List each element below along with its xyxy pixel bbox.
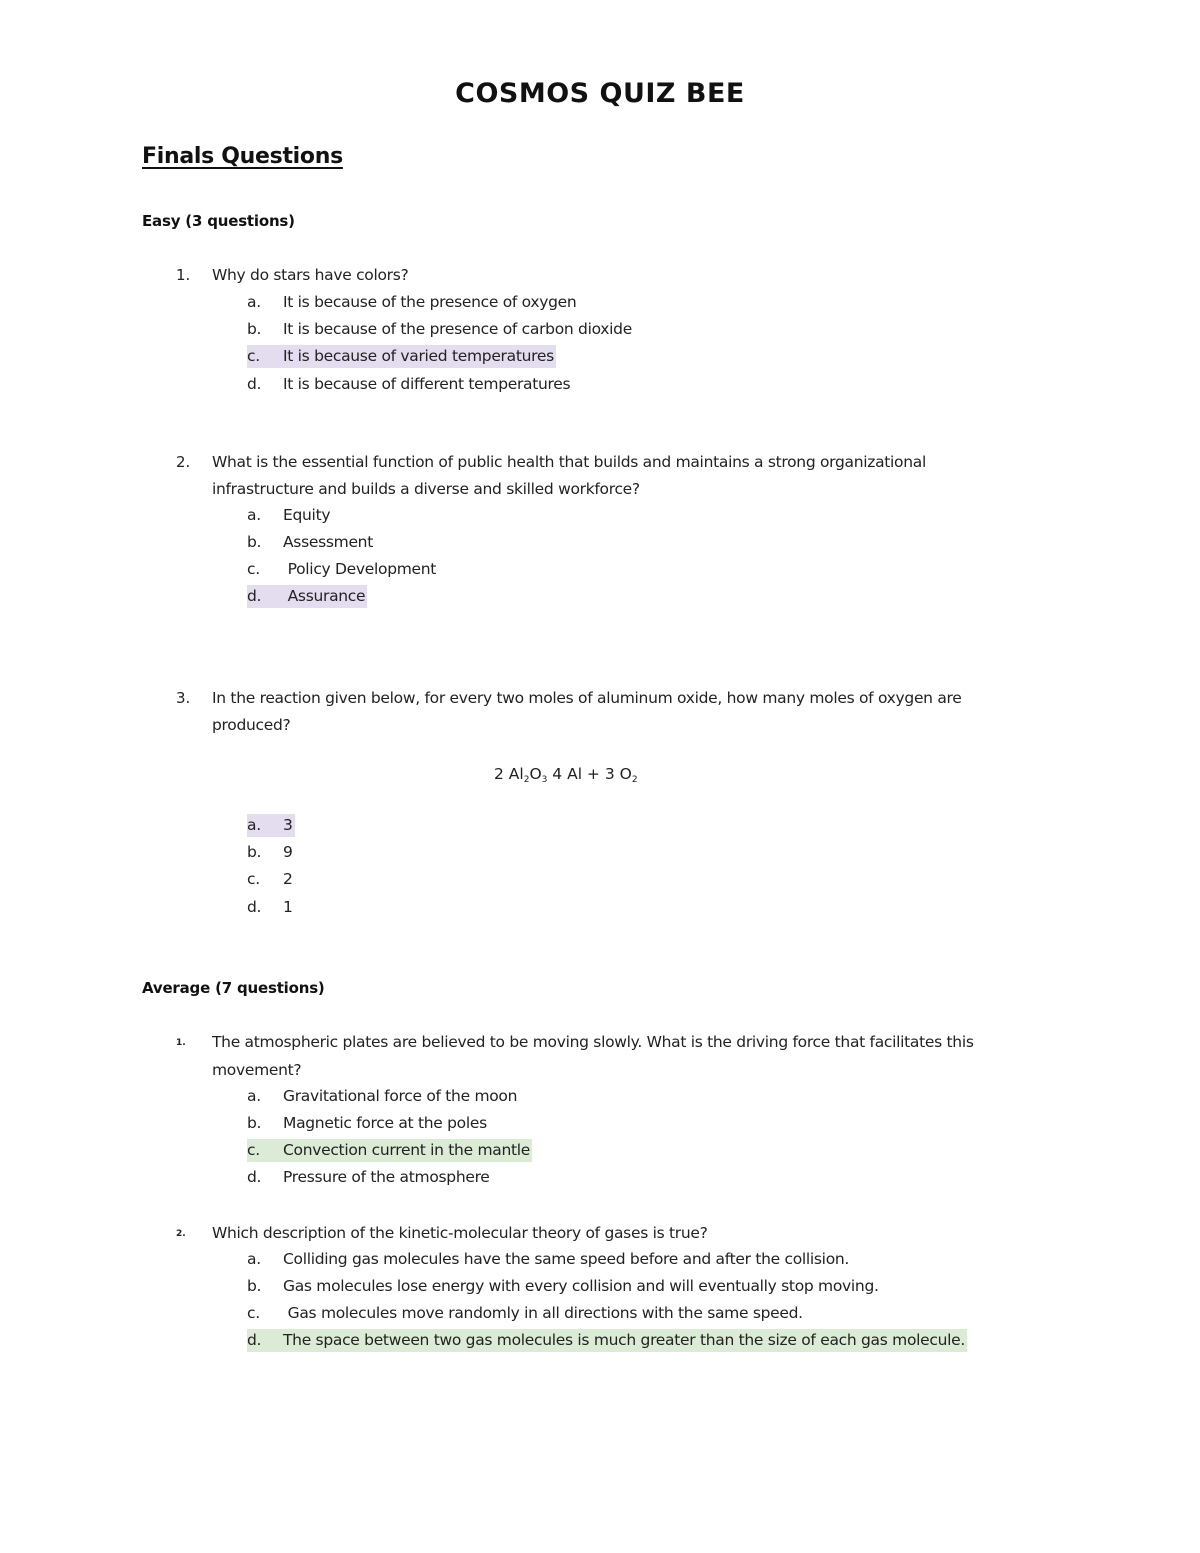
- answer-option: [247, 531, 375, 554]
- answer-option: [247, 318, 634, 341]
- question-text: Why do stars have colors?: [212, 266, 409, 284]
- answer-option: [247, 1302, 805, 1325]
- option-letter: a.: [247, 293, 261, 311]
- answer-option-highlighted: [247, 585, 367, 608]
- answer-option: [247, 291, 578, 314]
- answer-option: [247, 504, 332, 527]
- question-number: 1.: [176, 266, 191, 284]
- option-text: Pressure of the atmosphere: [283, 1168, 490, 1186]
- answer-option-highlighted: [247, 1139, 532, 1162]
- option-letter: c.: [247, 1304, 260, 1322]
- answer-option: [247, 1112, 489, 1135]
- option-text: Convection current in the mantle: [283, 1141, 530, 1159]
- option-text: Magnetic force at the poles: [283, 1114, 487, 1132]
- option-text: 2: [283, 870, 293, 888]
- option-text: The space between two gas molecules is much greater than the size of each gas molecule.: [283, 1331, 965, 1349]
- option-text: 3: [283, 816, 293, 834]
- question-text-continued: produced?: [212, 716, 291, 734]
- option-letter: d.: [247, 898, 262, 916]
- option-letter: a.: [247, 816, 261, 834]
- option-text: Colliding gas molecules have the same speed before and after the collision.: [283, 1250, 850, 1268]
- option-text: Assurance: [283, 587, 366, 605]
- answer-option: [247, 373, 572, 396]
- option-letter: d.: [247, 1168, 262, 1186]
- option-text: 1: [283, 898, 293, 916]
- option-text: It is because of the presence of carbon dioxide: [283, 320, 632, 338]
- option-text: It is because of different temperatures: [283, 375, 571, 393]
- question-number: 2.: [176, 1229, 186, 1239]
- question-text: In the reaction given below, for every two moles of aluminum oxide, how many moles of oxygen are: [212, 689, 962, 707]
- question-text: What is the essential function of public health that builds and maintains a strong organizational: [212, 453, 926, 471]
- answer-option: [247, 896, 295, 919]
- answer-option: [247, 868, 295, 891]
- option-text: Gas molecules move randomly in all directions with the same speed.: [283, 1304, 803, 1322]
- option-letter: a.: [247, 1087, 261, 1105]
- answer-option: [247, 1085, 519, 1108]
- option-letter: c.: [247, 347, 260, 365]
- answer-option-highlighted: [247, 814, 295, 837]
- answer-option: [247, 558, 438, 581]
- option-text: Equity: [283, 506, 331, 524]
- answer-option: [247, 1248, 851, 1271]
- option-letter: a.: [247, 1250, 261, 1268]
- question-text-continued: infrastructure and builds a diverse and skilled workforce?: [212, 480, 640, 498]
- option-text: Gravitational force of the moon: [283, 1087, 518, 1105]
- question-text-continued: movement?: [212, 1061, 302, 1079]
- question-number: 3.: [176, 689, 191, 707]
- answer-option-highlighted: [247, 1329, 967, 1352]
- option-letter: b.: [247, 843, 262, 861]
- option-letter: b.: [247, 1114, 262, 1132]
- answer-option: [247, 1166, 492, 1189]
- answer-option: [247, 1275, 881, 1298]
- option-letter: b.: [247, 320, 262, 338]
- option-text: 9: [283, 843, 293, 861]
- chemical-equation: 2 $Al_2O_3$ 4 Al + 3 $O_2$: [494, 765, 638, 785]
- option-text: It is because of varied temperatures: [283, 347, 554, 365]
- document-title: COSMOS QUIZ BEE: [455, 78, 745, 109]
- answer-option: [247, 841, 295, 864]
- question-text: The atmospheric plates are believed to be moving slowly. What is the driving force that facilitates this: [212, 1033, 974, 1051]
- option-letter: d.: [247, 587, 262, 605]
- option-text: Policy Development: [283, 560, 437, 578]
- section-heading-average: Average (7 questions): [142, 979, 325, 997]
- document-subtitle: Finals Questions: [142, 144, 343, 169]
- answer-option-highlighted: [247, 345, 556, 368]
- section-heading-easy: Easy (3 questions): [142, 212, 295, 230]
- option-letter: c.: [247, 1141, 260, 1159]
- option-letter: d.: [247, 375, 262, 393]
- option-letter: d.: [247, 1331, 262, 1349]
- option-letter: b.: [247, 533, 262, 551]
- option-letter: a.: [247, 506, 261, 524]
- option-letter: c.: [247, 560, 260, 578]
- option-letter: c.: [247, 870, 260, 888]
- option-text: Gas molecules lose energy with every collision and will eventually stop moving.: [283, 1277, 879, 1295]
- question-text: Which description of the kinetic-molecular theory of gases is true?: [212, 1224, 708, 1242]
- question-number: 2.: [176, 453, 191, 471]
- option-text: It is because of the presence of oxygen: [283, 293, 577, 311]
- question-number: 1.: [176, 1038, 186, 1048]
- option-text: Assessment: [283, 533, 373, 551]
- option-letter: b.: [247, 1277, 262, 1295]
